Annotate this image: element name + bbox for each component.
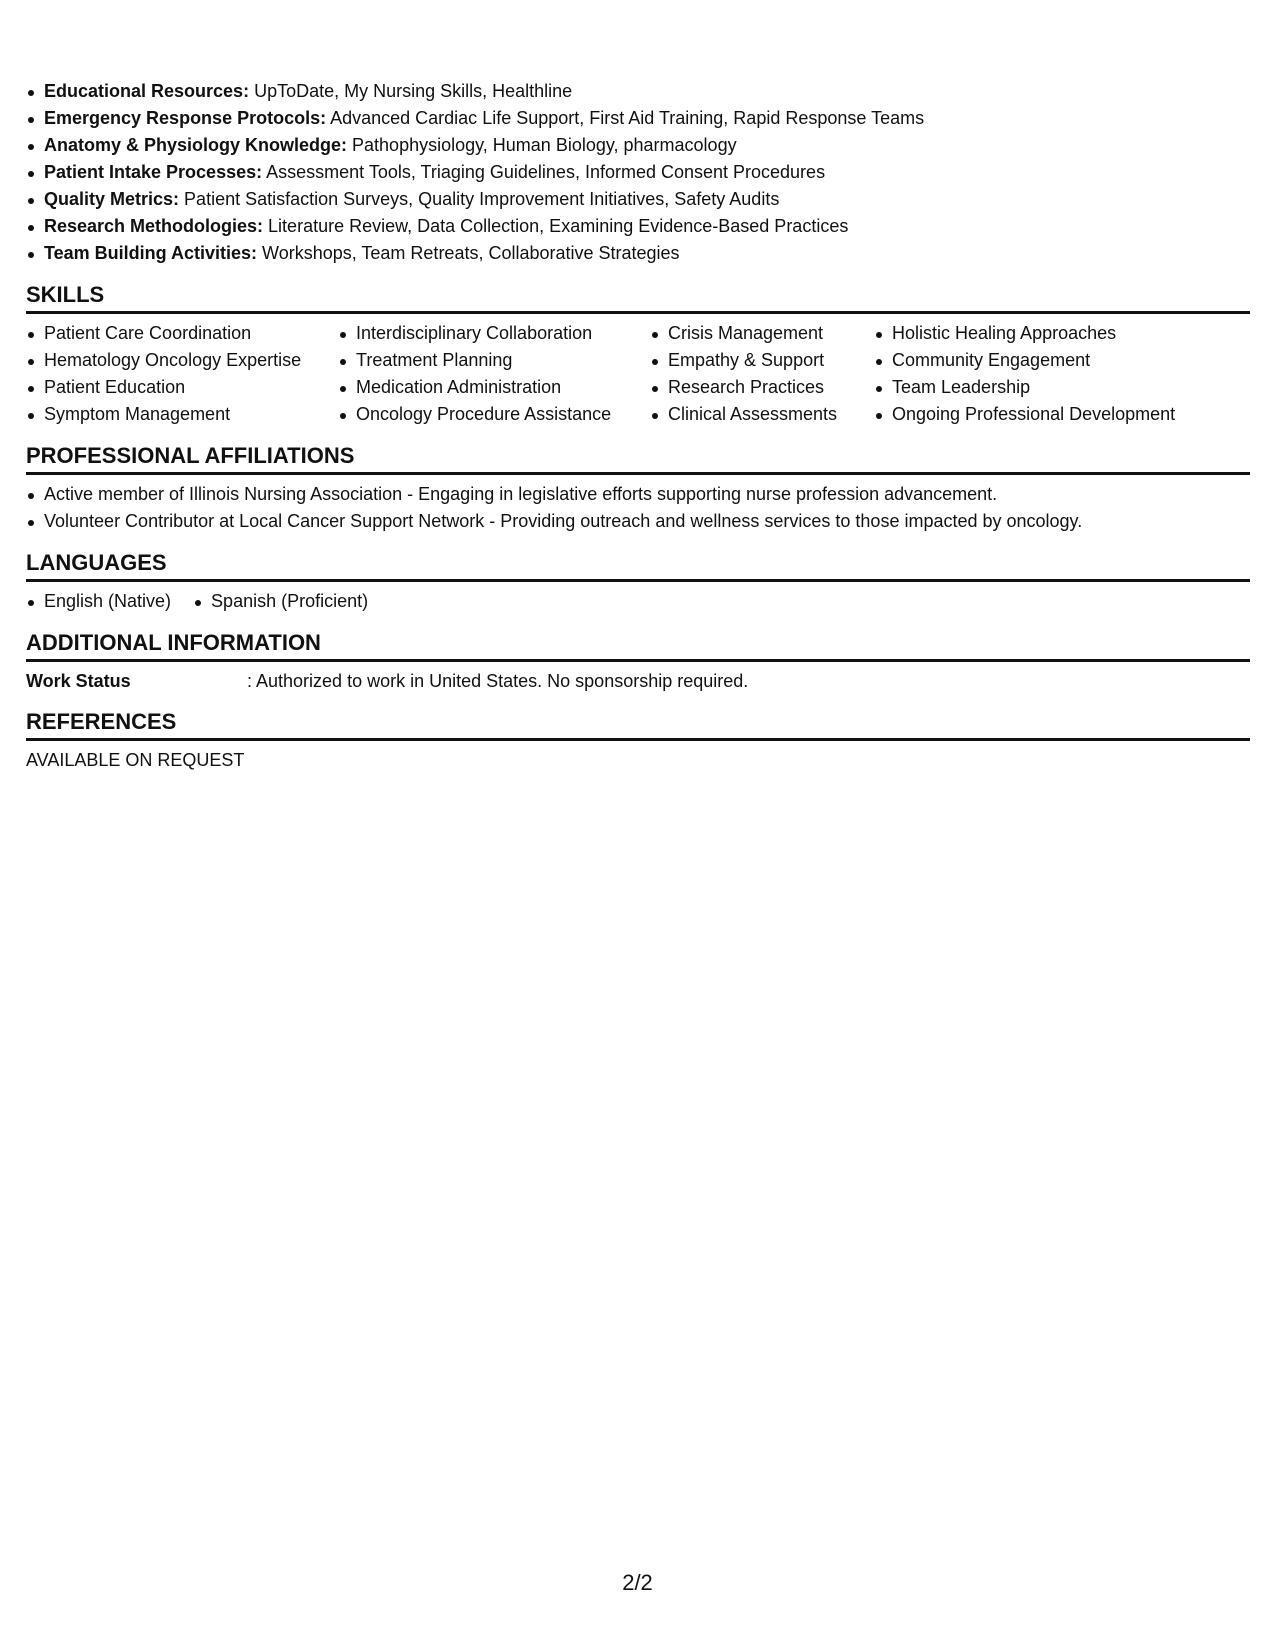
references-text: AVAILABLE ON REQUEST xyxy=(26,750,245,770)
resource-item xyxy=(26,213,1250,240)
skill-item: Clinical Assessments xyxy=(650,401,874,428)
resource-label: Anatomy & Physiology Knowledge: xyxy=(44,135,348,155)
skills-column xyxy=(338,320,650,428)
additional-info-heading: ADDITIONAL INFORMATION xyxy=(26,629,1250,662)
resource-label: Emergency Response Protocols: xyxy=(44,108,327,128)
skill-item: Patient Education xyxy=(26,374,338,401)
resources-list xyxy=(26,78,1250,267)
skills-column xyxy=(26,320,338,428)
resource-value: Workshops, Team Retreats, Collaborative Strategies xyxy=(257,243,680,263)
affiliation-item: Volunteer Contributor at Local Cancer Support Network - Providing outreach and wellness services to those impacted by oncology. xyxy=(26,508,1250,535)
skills-column xyxy=(650,320,874,428)
language-item: Spanish (Proficient) xyxy=(193,588,368,615)
resource-value: Pathophysiology, Human Biology, pharmacology xyxy=(347,135,737,155)
language-item: English (Native) xyxy=(26,588,171,615)
resource-label: Quality Metrics: xyxy=(44,189,180,209)
affiliations-heading: PROFESSIONAL AFFILIATIONS xyxy=(26,442,1250,475)
resource-value: Literature Review, Data Collection, Examining Evidence-Based Practices xyxy=(263,216,849,236)
skills-column xyxy=(874,320,1234,428)
skills-heading: SKILLS xyxy=(26,281,1250,314)
languages-list xyxy=(26,588,1250,615)
affiliation-item: Active member of Illinois Nursing Association - Engaging in legislative efforts supporting nurse profession advancement. xyxy=(26,481,1250,508)
work-status-row xyxy=(26,668,1250,694)
resource-label: Educational Resources: xyxy=(44,81,250,101)
resource-value: UpToDate, My Nursing Skills, Healthline xyxy=(249,81,573,101)
resource-item xyxy=(26,186,1250,213)
skill-item: Symptom Management xyxy=(26,401,338,428)
skill-item: Research Practices xyxy=(650,374,874,401)
skill-item: Empathy & Support xyxy=(650,347,874,374)
skill-item: Patient Care Coordination xyxy=(26,320,338,347)
skill-item: Team Leadership xyxy=(874,374,1234,401)
resource-value: Assessment Tools, Triaging Guidelines, Informed Consent Procedures xyxy=(262,162,826,182)
resource-label: Team Building Activities: xyxy=(44,243,258,263)
resource-item xyxy=(26,240,1250,267)
resource-item xyxy=(26,132,1250,159)
references-heading: REFERENCES xyxy=(26,708,1250,741)
skills-grid xyxy=(26,320,1250,428)
skill-item: Treatment Planning xyxy=(338,347,650,374)
languages-heading: LANGUAGES xyxy=(26,549,1250,582)
skill-item: Hematology Oncology Expertise xyxy=(26,347,338,374)
resource-value: Patient Satisfaction Surveys, Quality Improvement Initiatives, Safety Audits xyxy=(179,189,780,209)
skill-item: Ongoing Professional Development xyxy=(874,401,1234,428)
resource-item xyxy=(26,78,1250,105)
resume-page-2 xyxy=(26,78,1250,773)
resource-item xyxy=(26,105,1250,132)
work-status-value: : Authorized to work in United States. No sponsorship required. xyxy=(247,671,749,691)
resource-label: Patient Intake Processes: xyxy=(44,162,263,182)
page-number: 2/2 xyxy=(622,1570,653,1595)
skill-item: Medication Administration xyxy=(338,374,650,401)
skill-item: Holistic Healing Approaches xyxy=(874,320,1234,347)
skill-item: Oncology Procedure Assistance xyxy=(338,401,650,428)
resource-value: Advanced Cardiac Life Support, First Aid Training, Rapid Response Teams xyxy=(326,108,925,128)
skill-item: Interdisciplinary Collaboration xyxy=(338,320,650,347)
resource-item xyxy=(26,159,1250,186)
skill-item: Crisis Management xyxy=(650,320,874,347)
resource-label: Research Methodologies: xyxy=(44,216,264,236)
skill-item: Community Engagement xyxy=(874,347,1234,374)
work-status-label: Work Status xyxy=(26,671,131,691)
affiliations-list xyxy=(26,481,1250,535)
